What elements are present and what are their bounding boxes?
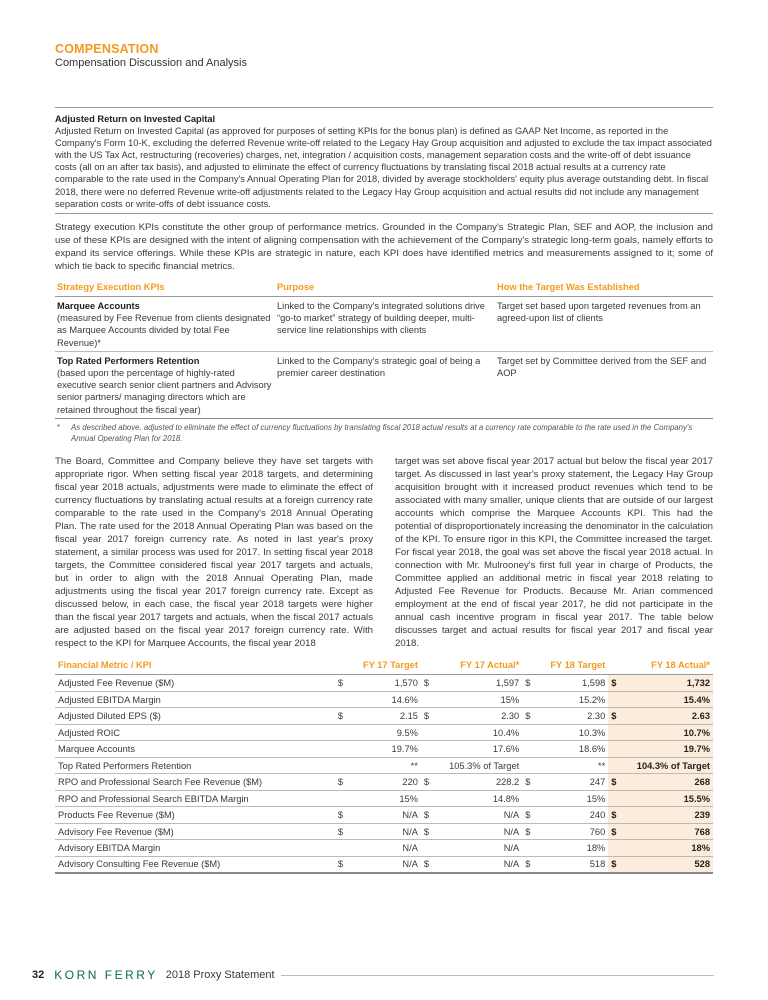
metric-value: 768 — [628, 823, 713, 840]
currency-symbol — [522, 840, 541, 857]
currency-symbol: $ — [335, 807, 354, 824]
table-row — [55, 840, 713, 857]
metric-value: 14.6% — [354, 691, 421, 708]
table-row — [55, 724, 713, 741]
metric-name: Adjusted EBITDA Margin — [55, 691, 335, 708]
metric-name: Top Rated Performers Retention — [55, 757, 335, 774]
currency-symbol: $ — [522, 823, 541, 840]
metric-name: RPO and Professional Search Fee Revenue ($M) — [55, 774, 335, 791]
section-subtitle: Compensation Discussion and Analysis — [55, 57, 247, 69]
metric-value: 240 — [542, 807, 609, 824]
currency-symbol — [522, 757, 541, 774]
metric-value: 1,732 — [628, 675, 713, 692]
table-row — [55, 774, 713, 791]
metric-value: 105.3% of Target — [440, 757, 522, 774]
metric-value: 19.7% — [354, 741, 421, 758]
currency-symbol: $ — [421, 708, 440, 725]
currency-symbol: $ — [421, 774, 440, 791]
metric-value: 10.4% — [440, 724, 522, 741]
metric-value: 18% — [628, 840, 713, 857]
currency-symbol — [608, 790, 627, 807]
currency-symbol — [421, 691, 440, 708]
metric-value: 10.7% — [628, 724, 713, 741]
document-title: 2018 Proxy Statement — [165, 969, 275, 981]
col-header: Financial Metric / KPI — [55, 658, 335, 675]
metric-value: N/A — [440, 840, 522, 857]
metric-name: Advisory Consulting Fee Revenue ($M) — [55, 856, 335, 873]
kpi-target: Target set based upon targeted revenues from an agreed-upon list of clients — [495, 296, 713, 351]
currency-symbol — [522, 790, 541, 807]
table-row — [55, 757, 713, 774]
currency-symbol — [608, 691, 627, 708]
currency-symbol: $ — [335, 774, 354, 791]
metric-value: 228.2 — [440, 774, 522, 791]
metric-value: 268 — [628, 774, 713, 791]
footnote-mark: * — [57, 422, 61, 432]
table-row — [55, 691, 713, 708]
currency-symbol — [335, 840, 354, 857]
currency-symbol — [335, 741, 354, 758]
metric-value: 2.15 — [354, 708, 421, 725]
currency-symbol — [608, 724, 627, 741]
currency-symbol: $ — [335, 856, 354, 873]
table-row — [55, 351, 713, 418]
kpi-purpose: Linked to the Company's integrated solutions drive “go-to market” strategy of building deeper, multi-service line relationships with clients — [275, 296, 495, 351]
strategy-kpi-table — [55, 279, 713, 419]
metric-value: 15% — [440, 691, 522, 708]
metric-value: N/A — [354, 840, 421, 857]
currency-symbol — [522, 741, 541, 758]
metric-name: Adjusted Fee Revenue ($M) — [55, 675, 335, 692]
intro-paragraph: Strategy execution KPIs constitute the other group of performance metrics. Grounded in the Company's Strategic Plan, SEF and AOP, the inclusion and use of these KPIs are designed with the intent of aligning compensation with the achievement of the Company's strategic long-term goals, namely efforts to expand its service offerings. While these KPIs are strategic in nature, each KPI does have identified metrics and measurements assigned to it; some of which tie back to specific financial metrics. — [55, 221, 713, 272]
roic-body: Adjusted Return on Invested Capital (as approved for purposes of setting KPIs for the bonus plan) is defined as GAAP Net Income, as reported in the Company's Form 10-K, excluding the deferred Revenue write-off related to the Legacy Hay Group acquisition and adjusted to exclude the tax impact associated with the US Tax Act, restructuring (recoveries) charges, net, integration / acquisition costs, management separation costs and the write-off of debt issuance costs (all on an after tax basis), and adjusted to eliminate the effect of currency fluctuations by translating fiscal 2018 actual results at a currency rate comparable to the rate used in the Company's Annual Operating Plan for 2018, divided by average stockholders' equity plus average outstanding debt. In fiscal 2018, there were no deferred Revenue write-off adjustments related to the Legacy Hay Group acquisition and actual results did not include any management separation costs or write-offs of debt issuance costs. — [55, 126, 712, 209]
metric-value: 14.8% — [440, 790, 522, 807]
currency-symbol: $ — [522, 675, 541, 692]
currency-symbol: $ — [608, 708, 627, 725]
metric-value: 19.7% — [628, 741, 713, 758]
currency-symbol — [421, 840, 440, 857]
currency-symbol: $ — [421, 856, 440, 873]
metric-value: 239 — [628, 807, 713, 824]
currency-symbol: $ — [522, 856, 541, 873]
metric-value: 2.30 — [440, 708, 522, 725]
col-header: FY 17 Target — [335, 658, 421, 675]
metric-value: 1,570 — [354, 675, 421, 692]
currency-symbol: $ — [421, 675, 440, 692]
table-row — [55, 856, 713, 873]
korn-ferry-logo: KORN FERRY — [54, 968, 158, 982]
currency-symbol: $ — [608, 774, 627, 791]
currency-symbol — [335, 790, 354, 807]
currency-symbol: $ — [335, 708, 354, 725]
currency-symbol — [608, 757, 627, 774]
metric-value: 2.30 — [542, 708, 609, 725]
table-row — [55, 675, 713, 692]
page-footer — [32, 956, 714, 982]
metric-name: Advisory EBITDA Margin — [55, 840, 335, 857]
metric-value: 220 — [354, 774, 421, 791]
metric-name: Advisory Fee Revenue ($M) — [55, 823, 335, 840]
currency-symbol: $ — [421, 823, 440, 840]
metric-value: N/A — [354, 823, 421, 840]
roic-title: Adjusted Return on Invested Capital — [55, 114, 216, 124]
page-number: 32 — [32, 969, 45, 981]
currency-symbol: $ — [608, 675, 627, 692]
metric-value: ** — [354, 757, 421, 774]
currency-symbol — [335, 691, 354, 708]
currency-symbol: $ — [522, 708, 541, 725]
metric-value: 18.6% — [542, 741, 609, 758]
metric-value: 1,597 — [440, 675, 522, 692]
metric-value: 15% — [542, 790, 609, 807]
table-row — [55, 708, 713, 725]
metric-value: 15.2% — [542, 691, 609, 708]
metric-value: 760 — [542, 823, 609, 840]
financial-kpi-table — [55, 658, 713, 874]
metric-value: 17.6% — [440, 741, 522, 758]
kpi-name: Top Rated Performers Retention — [57, 355, 200, 366]
currency-symbol — [522, 724, 541, 741]
footnote-text: As described above, adjusted to eliminate the effect of currency fluctuations by translating fiscal 2018 actual results at a currency rate comparable to the rate used in the Company's Annual Operating Plan for 2018. — [71, 422, 693, 443]
metric-value: 10.3% — [542, 724, 609, 741]
metric-value: 1,598 — [542, 675, 609, 692]
metric-name: Adjusted ROIC — [55, 724, 335, 741]
page-header — [55, 42, 713, 69]
currency-symbol: $ — [608, 823, 627, 840]
table-row — [55, 807, 713, 824]
currency-symbol — [421, 741, 440, 758]
section-title: COMPENSATION — [55, 42, 159, 56]
metric-value: 18% — [542, 840, 609, 857]
metric-value: 15.4% — [628, 691, 713, 708]
metric-value: 2.63 — [628, 708, 713, 725]
metric-value: N/A — [440, 807, 522, 824]
table-row — [55, 823, 713, 840]
currency-symbol — [335, 724, 354, 741]
metric-value: 15% — [354, 790, 421, 807]
metric-value: 528 — [628, 856, 713, 873]
currency-symbol — [335, 757, 354, 774]
metric-name: RPO and Professional Search EBITDA Margin — [55, 790, 335, 807]
currency-symbol — [522, 691, 541, 708]
metric-value: 9.5% — [354, 724, 421, 741]
currency-symbol — [421, 724, 440, 741]
metric-value: N/A — [440, 856, 522, 873]
metric-value: N/A — [440, 823, 522, 840]
col-header: FY 17 Actual* — [421, 658, 522, 675]
body-column-left: The Board, Committee and Company believe they have set targets with appropriate rigor. When setting fiscal year 2018 targets, and determining fiscal year 2018 actuals, adjustments were made to eliminate the effect of currency fluctuations by translating actual results at a foreign currency rate comparable to the rate used in the Company's 2018 Annual Operating Plan. The rate used for the 2018 Annual Operating Plan was based on the fiscal year 2017 foreign currency rate. As noted in last year's proxy statement, a similar process was used for 2017. In setting fiscal year 2018 targets, the Committee considered fiscal year 2017 targets and actuals, but in order to align with the 2018 Annual Operating Plan, made adjustments using the fiscal year 2017 foreign currency rate. Except as discussed below, in each case, the fiscal year 2018 targets were higher than the fiscal year 2017 targets and actuals, when the fiscal 2017 actuals are adjusted based on the fiscal year 2017 foreign currency rate. With respect to the KPI for Marquee Accounts, the fiscal year 2018 — [55, 455, 373, 650]
kpi-purpose: Linked to the Company's strategic goal of being a premier career destination — [275, 351, 495, 418]
metric-value: 15.5% — [628, 790, 713, 807]
col-header: How the Target Was Established — [495, 279, 713, 297]
col-header: FY 18 Target — [522, 658, 608, 675]
currency-symbol — [608, 741, 627, 758]
metric-name: Marquee Accounts — [55, 741, 335, 758]
currency-symbol: $ — [608, 807, 627, 824]
body-columns — [55, 455, 713, 651]
currency-symbol: $ — [421, 807, 440, 824]
metric-name: Adjusted Diluted EPS ($) — [55, 708, 335, 725]
metric-value: 247 — [542, 774, 609, 791]
metric-value: 104.3% of Target — [628, 757, 713, 774]
currency-symbol: $ — [522, 807, 541, 824]
metric-value: 518 — [542, 856, 609, 873]
currency-symbol: $ — [335, 823, 354, 840]
currency-symbol — [608, 840, 627, 857]
metric-value: N/A — [354, 856, 421, 873]
currency-symbol: $ — [335, 675, 354, 692]
kpi-detail: (measured by Fee Revenue from clients designated as Marquee Accounts divided by total Fee Revenue)* — [57, 313, 271, 348]
col-header: FY 18 Actual* — [608, 658, 713, 675]
currency-symbol: $ — [522, 774, 541, 791]
table-row — [55, 741, 713, 758]
col-header: Purpose — [275, 279, 495, 297]
metric-name: Products Fee Revenue ($M) — [55, 807, 335, 824]
currency-symbol — [421, 790, 440, 807]
footer-rule — [281, 975, 714, 976]
footnote — [55, 422, 713, 444]
currency-symbol — [421, 757, 440, 774]
kpi-name: Marquee Accounts — [57, 300, 140, 311]
metric-value: N/A — [354, 807, 421, 824]
kpi-target: Target set by Committee derived from the SEF and AOP — [495, 351, 713, 418]
roic-definition-box — [55, 107, 713, 214]
body-column-right: target was set above fiscal year 2017 actual but below the fiscal year 2017 target. As discussed in last year's proxy statement, the Legacy Hay Group acquisition brought with it increased product revenues which tend to be associated with many smaller, unique clients that are outside of our largest accounts which comprise the Marquee Accounts KPI. This had the potential of disproportionately increasing the denominator in the calculation of the KPI. To ensure rigor in this KPI, the Committee increased the target. For fiscal year 2018, the goal was set above the fiscal year 2018 actual. In connection with Mr. Mulrooney's first full year in charge of Products, the Committee applied an additional metric in fiscal year 2018 relating to Adjusted Fee Revenue for Products. Because Mr. Arian commenced employment at the end of fiscal year 2017, he did not participate in the annual cash incentive program in fiscal year 2017. The table below discusses target and actual results for fiscal year 2017 and fiscal year 2018. — [395, 455, 713, 650]
col-header: Strategy Execution KPIs — [55, 279, 275, 297]
metric-value: ** — [542, 757, 609, 774]
currency-symbol: $ — [608, 856, 627, 873]
table-row — [55, 296, 713, 351]
kpi-detail: (based upon the percentage of highly-rated executive search senior client partners and Advisory senior partners/ managing directors which are retained throughout the fiscal year) — [57, 367, 272, 415]
financial-table-body — [55, 675, 713, 873]
table-row — [55, 790, 713, 807]
